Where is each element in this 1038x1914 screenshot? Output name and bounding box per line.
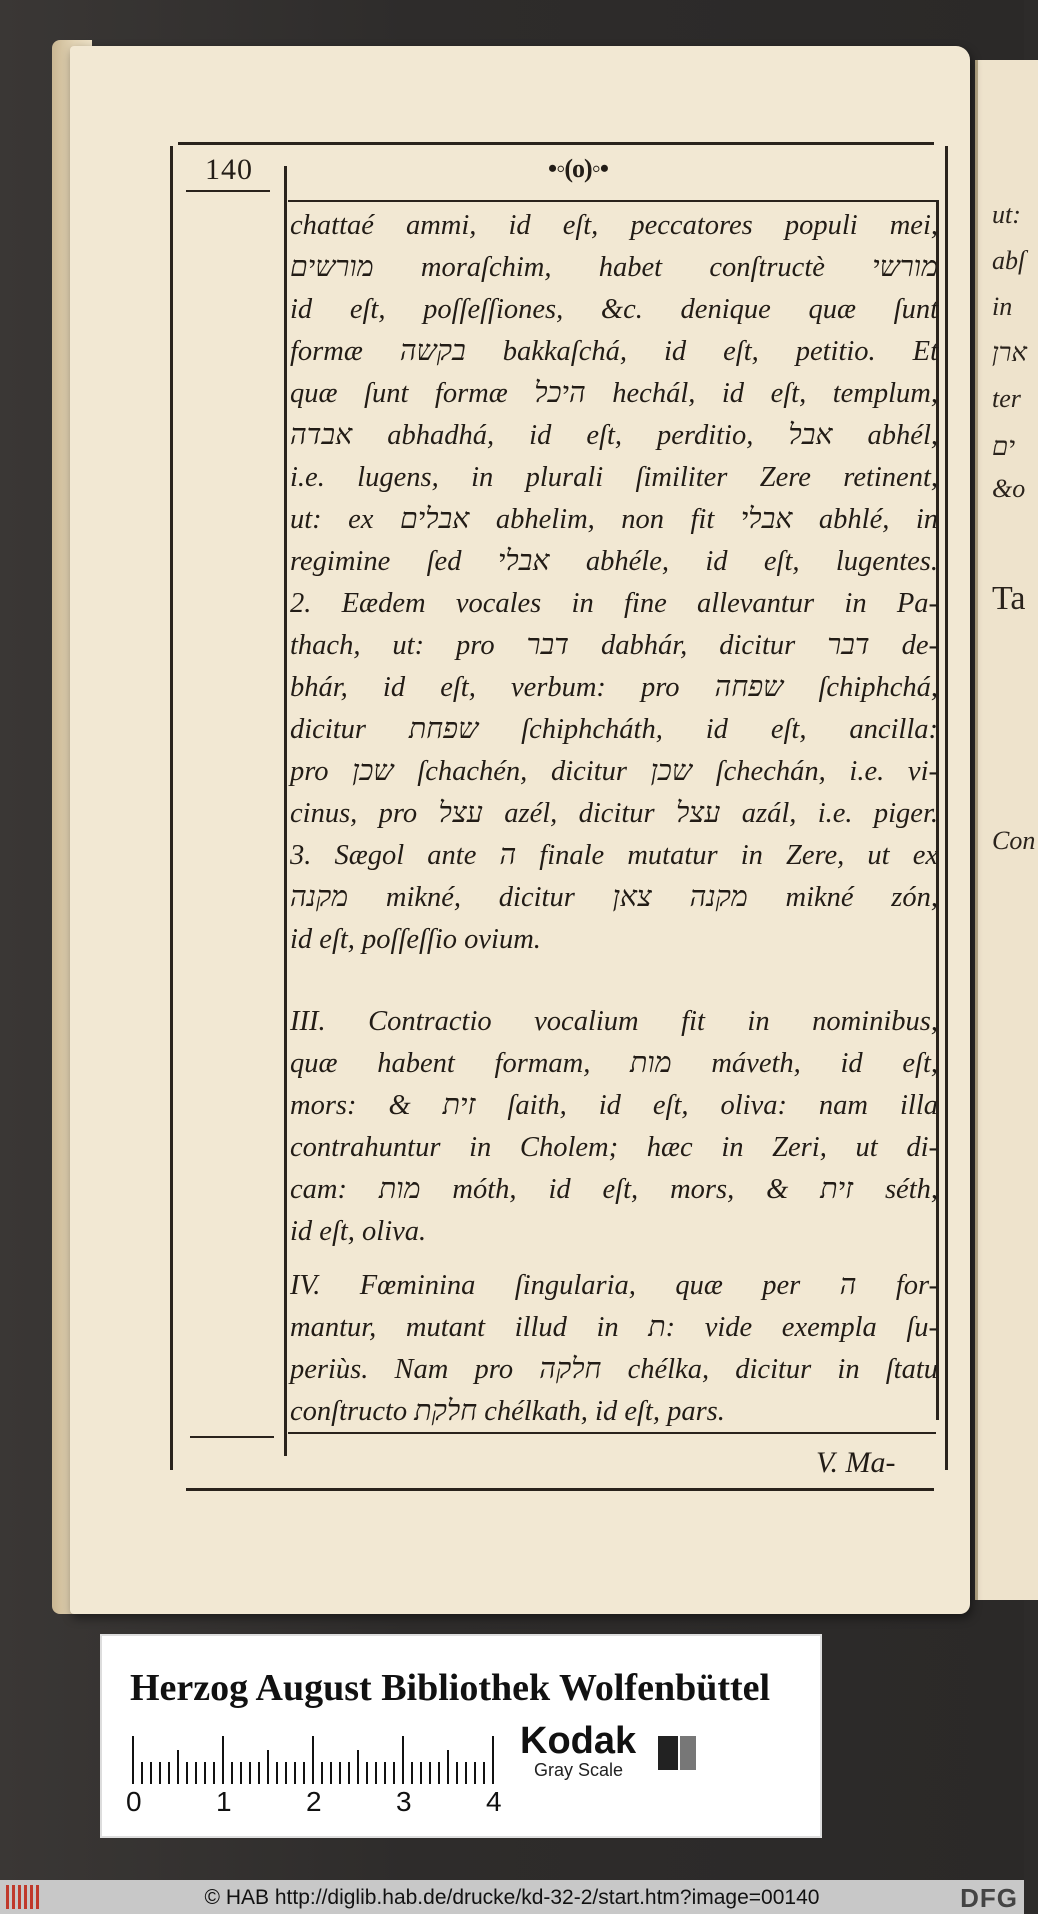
page-body-text: [290, 205, 938, 1433]
ruler-number: 4: [486, 1786, 502, 1817]
ruler-tick: [438, 1762, 440, 1784]
ruler-tick: [195, 1762, 197, 1784]
text-line: id eſt, poſſeſſiones, &c. denique quæ ſunt: [290, 294, 938, 325]
ruler-number: 2: [306, 1786, 322, 1817]
ruler-tick: [231, 1762, 233, 1784]
ruler-tick: [321, 1762, 323, 1784]
bottom-rule: [186, 1488, 934, 1491]
ruler-tick: [375, 1762, 377, 1784]
ruler-tick: [402, 1736, 404, 1784]
ruler-tick: [177, 1750, 179, 1784]
ruler-tick: [303, 1762, 305, 1784]
ruler-tick: [330, 1762, 332, 1784]
text-line: cinus, pro עצל azél, dicitur עצל azál, i.e. piger.: [290, 798, 938, 829]
ruler-tick: [132, 1736, 134, 1784]
text-line: id eſt, oliva.: [290, 1216, 427, 1247]
adjacent-fragment: ים: [992, 432, 1016, 461]
text-line: chattaé ammi, id eſt, peccatores populi mei,: [290, 210, 938, 241]
text-line: mors: & זית ſaith, id eſt, oliva: nam illa: [290, 1090, 938, 1121]
section-heading-line: IV. Fœminina ſingularia, quæ per ה for-: [290, 1270, 938, 1301]
text-block-left-rule: [284, 166, 287, 1456]
ruler-scale: [132, 1736, 502, 1784]
ruler-tick: [483, 1762, 485, 1784]
ruler-tick: [150, 1762, 152, 1784]
header-ornament: •◦(o)◦•: [548, 154, 608, 183]
ruler-tick: [213, 1762, 215, 1784]
text-line: id eſt, poſſeſſio ovium.: [290, 924, 541, 955]
ruler-number: 0: [126, 1786, 142, 1817]
adjacent-fragment: Con: [992, 826, 1036, 855]
text-line: dicitur שפחת ſchiphcháth, id eſt, ancilla:: [290, 714, 938, 745]
ruler-tick: [420, 1762, 422, 1784]
adjacent-fragment: ארן: [992, 338, 1028, 367]
ruler-tick: [384, 1762, 386, 1784]
margin-rule: [190, 1436, 274, 1438]
text-line: ut: ex אבלים abhelim, non fit אבלי abhlé, in: [290, 504, 938, 535]
adjacent-fragment: Ta: [992, 580, 1026, 617]
text-line: thach, ut: pro דבר dabhár, dicitur דבר de-: [290, 630, 938, 661]
text-line: pro שכן ſchachén, dicitur שכן ſchechán, i.e. vi-: [290, 756, 938, 787]
ruler-tick: [159, 1762, 161, 1784]
ruler-tick: [285, 1762, 287, 1784]
ruler-tick: [411, 1762, 413, 1784]
adjacent-fragment: ter: [992, 384, 1021, 413]
ruler-tick: [186, 1762, 188, 1784]
library-name: Herzog August Bibliothek Wolfenbüttel: [130, 1667, 771, 1709]
ruler-tick: [168, 1762, 170, 1784]
source-link[interactable]: © HAB http://diglib.hab.de/drucke/kd-32-2/start.htm?image=00140: [204, 1886, 820, 1909]
ruler-tick: [312, 1736, 314, 1784]
text-line: quæ ſunt formæ היכל hechál, id eſt, templum,: [290, 378, 938, 409]
kodak-logo: Kodak: [520, 1720, 637, 1762]
ruler-tick: [366, 1762, 368, 1784]
ruler-tick: [204, 1762, 206, 1784]
catchword: V. Ma-: [816, 1446, 896, 1479]
ruler-tick: [456, 1762, 458, 1784]
text-line: 3. Sægol ante ה finale mutatur in Zere, ut ex: [290, 840, 939, 871]
ruler-tick: [267, 1750, 269, 1784]
ruler-tick: [474, 1762, 476, 1784]
ruler-tick: [447, 1750, 449, 1784]
text-line: i.e. lugens, in plurali ſimiliter Zere retinent,: [290, 462, 938, 493]
text-line: contrahuntur in Cholem; hæc in Zeri, ut di-: [290, 1132, 938, 1163]
ruler-tick: [240, 1762, 242, 1784]
ruler-tick: [141, 1762, 143, 1784]
adjacent-fragment: abſ: [992, 246, 1026, 275]
gray-swatch-mid: [680, 1736, 696, 1770]
text-line: periùs. Nam pro חלקה chélka, dicitur in ſtatu: [290, 1354, 939, 1385]
text-line: bhár, id eſt, verbum: pro שפחה ſchiphchá,: [290, 672, 938, 703]
text-line: מקנה mikné, dicitur מקנה צאן mikné zón,: [290, 882, 939, 913]
text-line: mantur, mutant illud in ת: vide exempla ſu-: [290, 1312, 938, 1343]
viewer-footer: [0, 1880, 1024, 1914]
text-line: מורשים moraſchim, habet conſtructè מורשי: [290, 252, 938, 283]
text-line: cam: מות móth, id eſt, mors, & זית séth,: [290, 1174, 938, 1205]
ruler-tick: [465, 1762, 467, 1784]
ruler-number: 3: [396, 1786, 412, 1817]
adjacent-fragment: ut:: [992, 200, 1021, 229]
gray-swatch-dark: [658, 1736, 678, 1770]
text-line: 2. Eædem vocales in fine allevantur in Pa-: [290, 588, 938, 619]
ruler-tick: [294, 1762, 296, 1784]
margin-rule: [186, 190, 270, 192]
gray-scale-label: Gray Scale: [534, 1760, 624, 1780]
ruler-tick: [492, 1736, 494, 1784]
adjacent-fragment: &o: [992, 474, 1026, 503]
text-line: regimine ſed אבלי abhéle, id eſt, lugentes.: [290, 546, 938, 577]
text-line: formæ בקשה bakkaſchá, id eſt, petitio. Et: [290, 336, 939, 367]
adjacent-fragment: in: [992, 292, 1013, 321]
page-number: 140: [205, 153, 253, 186]
dfg-logo: DFG: [960, 1883, 1018, 1913]
header-rule: [288, 200, 936, 202]
adjacent-page: [975, 60, 1038, 1600]
ruler-tick: [357, 1750, 359, 1784]
section-heading-line: III. Contractio vocalium fit in nominibus,: [290, 1006, 938, 1037]
text-line: אבדה abhadhá, id eſt, perditio, אבל abhél,: [290, 420, 939, 451]
ruler-tick: [339, 1762, 341, 1784]
color-target-card: [100, 1634, 822, 1838]
ruler-tick: [249, 1762, 251, 1784]
ruler-tick: [258, 1762, 260, 1784]
ruler-tick: [276, 1762, 278, 1784]
top-rule: [178, 142, 934, 145]
text-line: conſtructo חלקת chélkath, id eſt, pars.: [290, 1396, 725, 1427]
text-line: quæ habent formam, מות máveth, id eſt,: [290, 1048, 938, 1079]
ruler-tick: [393, 1762, 395, 1784]
ruler-tick: [429, 1762, 431, 1784]
ruler-tick: [348, 1762, 350, 1784]
ruler-number: 1: [216, 1786, 232, 1817]
ruler-tick: [222, 1736, 224, 1784]
